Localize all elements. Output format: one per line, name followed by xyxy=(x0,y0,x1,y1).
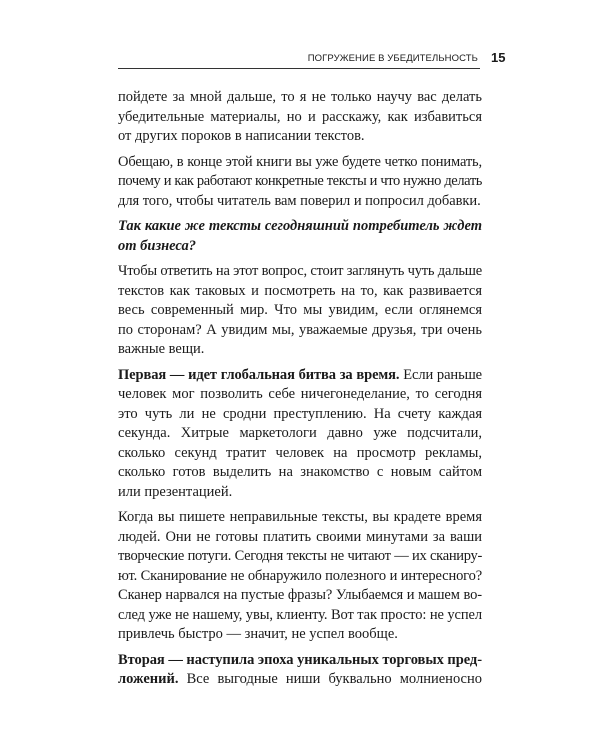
text-line: пойдете за мной дальше, то я не только научу вас делать xyxy=(118,89,482,105)
text-line: секунда. Хитрые маркетологи давно уже подсчитали, xyxy=(118,425,482,441)
heading-line: Так какие же тексты сегодняшний потребитель ждет xyxy=(118,218,482,234)
text-line: важные вещи. xyxy=(118,341,205,357)
text-line: Чтобы ответить на этот вопрос, стоит заглянуть чуть дальше xyxy=(118,263,482,279)
text-line: текстов как таковых и посмотреть на то, как развивается xyxy=(118,282,482,299)
text-run: Все выгодные ниши буквально молниеносно xyxy=(186,671,482,687)
text-line: для того, чтобы читатель вам поверил и попросил добавки. xyxy=(118,192,481,209)
text-line: людей. Они не готовы платить своими минутами за ваши xyxy=(118,528,482,545)
text-line: почему и как работают конкретные тексты и что нужно делать xyxy=(118,173,482,189)
bold-lead-in: ложений. xyxy=(118,671,179,687)
paragraph xyxy=(118,366,482,503)
text-line: от других пороков в написании текстов. xyxy=(118,128,365,144)
text-line xyxy=(118,670,482,690)
bold-lead-in: Первая — идет глобальная битва за время. xyxy=(118,366,400,383)
paragraph xyxy=(118,88,482,147)
text-line: убедительные материалы, но и расскажу, как избавиться xyxy=(118,108,482,125)
text-run: Если раньше xyxy=(403,366,482,383)
text-line: Сканер нарвался на пустые фразы? Улыбаемся и машем во- xyxy=(118,587,482,603)
text-line: Обещаю, в конце этой книги вы уже будете четко понимать, xyxy=(118,153,482,170)
text-line: по сторонам? А увидим мы, уважаемые друзья, три очень xyxy=(118,321,482,338)
text-line: Когда вы пишете неправильные тексты, вы крадете время xyxy=(118,509,482,525)
body-text xyxy=(118,88,482,696)
text-line: привлечь быстро — значит, не успел вообще. xyxy=(118,626,398,642)
text-line: след уже не нашему, увы, клиенту. Вот так просто: не успел xyxy=(118,606,482,623)
paragraph xyxy=(118,651,482,690)
question-heading xyxy=(118,217,482,256)
heading-line: от бизнеса? xyxy=(118,237,196,254)
text-line: творческие потуги. Сегодня тексты не читают — их сканиру- xyxy=(118,548,482,564)
text-line: сколько готов выделить на знакомство с новым сайтом xyxy=(118,464,482,480)
running-title: ПОГРУЖЕНИЕ В УБЕДИТЕЛЬНОСТЬ xyxy=(307,53,478,64)
header-rule xyxy=(118,68,480,69)
page-number: 15 xyxy=(491,50,506,65)
text-line: ют. Сканирование не обнаружило полезного и интересного? xyxy=(118,567,482,584)
text-line xyxy=(118,366,482,386)
bold-lead-in: Вторая — наступила эпоха уникальных торговых пред- xyxy=(118,651,482,668)
paragraph xyxy=(118,508,482,645)
text-line: сколько секунд тратит человек на просмотр рекламы, xyxy=(118,444,482,461)
text-line: это чуть ли не сродни преступлению. На счету каждая xyxy=(118,405,482,422)
paragraph xyxy=(118,153,482,212)
text-line: или презентацией. xyxy=(118,483,233,500)
paragraph xyxy=(118,262,482,360)
text-line: весь современный мир. Что мы увидим, если оглянемся xyxy=(118,302,482,318)
text-line: человек мог позволить себе ничегонеделание, то сегодня xyxy=(118,386,482,402)
